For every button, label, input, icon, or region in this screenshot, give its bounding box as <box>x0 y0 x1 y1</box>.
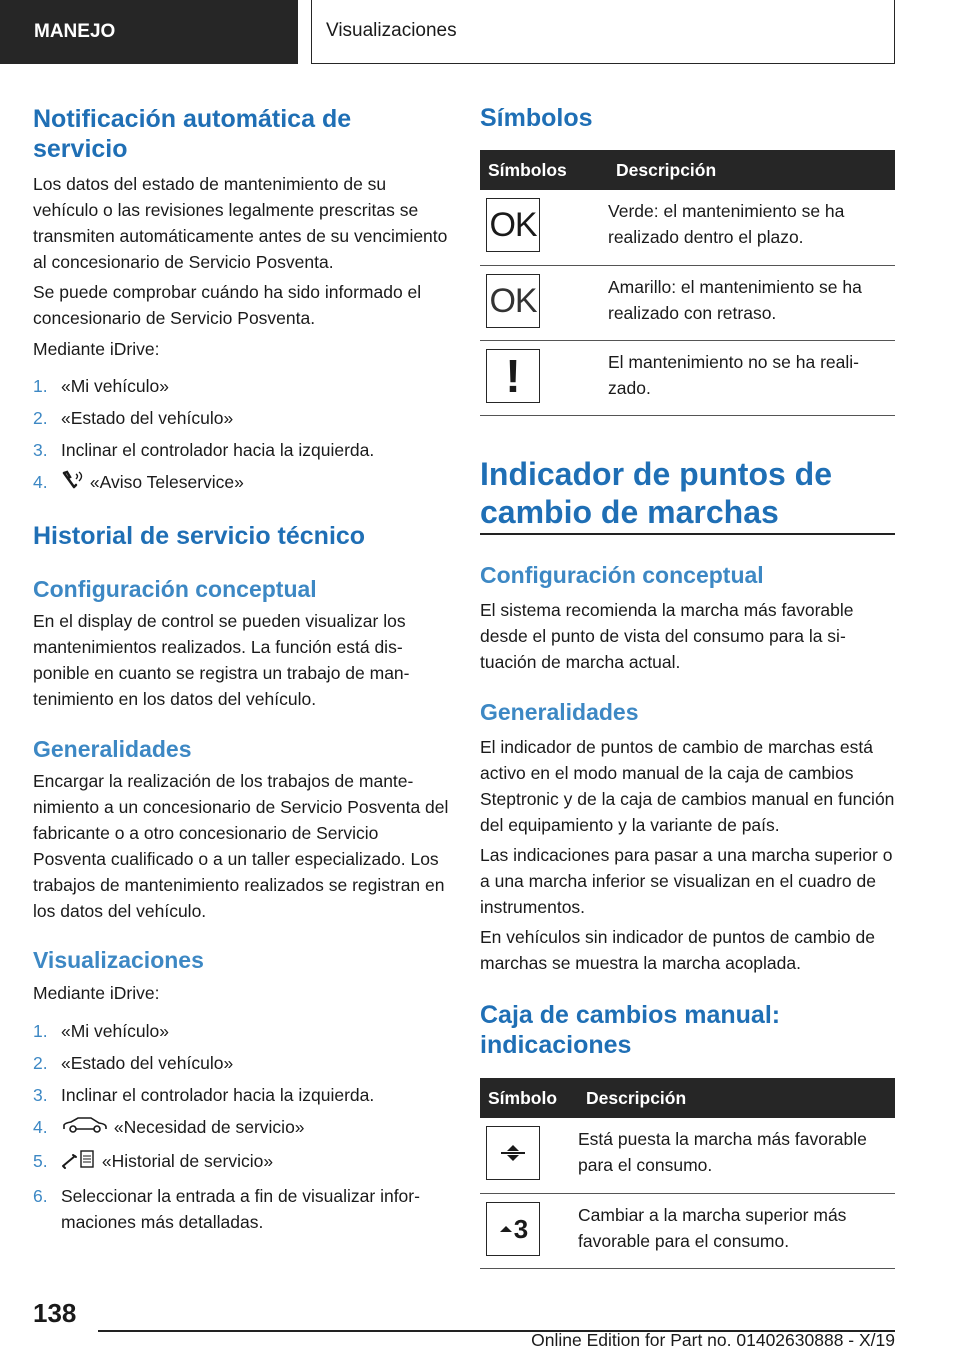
table-row: ! El mantenimiento no se ha realizado. <box>480 340 895 415</box>
heading-underline <box>480 533 895 535</box>
heading-service-history: Historial de servicio técnico <box>33 522 366 550</box>
service-history-icon <box>61 1148 97 1177</box>
section-tab: MANEJO <box>0 0 298 64</box>
symbols-table <box>480 150 895 416</box>
list-item: 4. «Necesidad de servicio» <box>33 1114 451 1142</box>
list-item: 4. «Aviso Teleservice» <box>33 469 451 498</box>
gearshift-table <box>480 1078 895 1269</box>
list-item: 2. «Estado del vehículo» <box>33 408 234 428</box>
car-icon <box>61 1115 109 1142</box>
heading-manual-gearbox: Caja de cambios manual: indicaciones <box>480 1001 781 1059</box>
shift-up-icon: 3 <box>486 1202 540 1256</box>
para-visual: Mediante iDrive: <box>33 983 160 1003</box>
subheading-visualizations: Visualizaciones <box>33 947 204 973</box>
subheading-general-left: Generalidades <box>33 736 192 762</box>
para-general-right-1: El indicador de puntos de cambio de marchas está activo en el modo manual de la caja de cambios Steptronic y de la caja de cambios manual en función del equipamiento y la variante de país. <box>480 737 895 835</box>
page-number: 138 <box>33 1298 77 1328</box>
table-header: Símbolo <box>480 1078 578 1118</box>
list-item: 6. Seleccionar la entrada a fin de visualizar informaciones más detalladas. <box>33 1185 420 1232</box>
exclamation-icon: ! <box>486 349 540 403</box>
list-item: 2. «Estado del vehículo» <box>33 1053 234 1073</box>
list-item: 3. Inclinar el controlador hacia la izquierda. <box>33 440 375 460</box>
subheading-general-right: Generalidades <box>480 699 639 725</box>
heading-auto-notification: Notificación automática de servicio <box>33 105 352 163</box>
subheading-concept-left: Configuración conceptual <box>33 576 317 602</box>
footer-edition: Online Edition for Part no. 01402630888 - X/19 <box>531 1330 895 1350</box>
table-header: Descripción <box>608 150 895 190</box>
table-header: Símbolos <box>480 150 608 190</box>
list-item: 5. «Historial de servicio» <box>33 1148 451 1177</box>
para-general-right-3: En vehículos sin indicador de puntos de cambio de marchas se muestra la marcha acoplada. <box>480 927 875 973</box>
teleservice-icon <box>61 469 85 498</box>
list-item: 1. «Mi vehículo» <box>33 376 169 396</box>
ok-green-icon: OK <box>486 198 540 252</box>
heading-gearshift-indicator: Indicador de puntos de cambio de marchas <box>480 456 833 530</box>
para-general-right-2: Las indicaciones para pasar a una marcha superior o a una marcha inferior se visualizan en el cuadro de instrumentos. <box>480 845 893 917</box>
list-item: 1. «Mi vehículo» <box>33 1021 169 1041</box>
table-row: Está puesta la marcha más favorable para el consumo. <box>480 1118 895 1193</box>
steps-list-1 <box>33 373 451 504</box>
table-row: OK Verde: el mantenimiento se ha realizado dentro el plazo. <box>480 190 895 265</box>
ok-amber-icon: OK <box>486 274 540 328</box>
heading-symbols: Símbolos <box>480 104 593 132</box>
para-concept-right: El sistema recomienda la marcha más favorable desde el punto de vista del consumo para la situación de marcha actual. <box>480 600 854 672</box>
para-auto-2: Se puede comprobar cuándo ha sido informado el concesionario de Servicio Posventa. <box>33 282 422 328</box>
list-item: 3. Inclinar el controlador hacia la izquierda. <box>33 1085 375 1105</box>
optimal-gear-icon <box>486 1126 540 1180</box>
para-auto-3: Mediante iDrive: <box>33 339 160 359</box>
table-header: Descripción <box>578 1078 895 1118</box>
chapter-tab: Visualizaciones <box>311 0 895 64</box>
table-row: OK Amarillo: el mantenimiento se ha realizado con retraso. <box>480 265 895 340</box>
steps-list-2 <box>33 1018 451 1241</box>
para-general-left: Encargar la realización de los trabajos de mantenimiento a un concesionario de Servicio Posventa del fabricante o a otro concesionario de Servicio Posventa cualificado o a un taller especializado. Los trabajos de mantenimiento realizados se registran en los datos del vehículo. <box>33 771 449 921</box>
para-auto-1: Los datos del estado de mantenimiento de su vehículo o las revisiones legalmente prescritas se transmiten automáticamente antes de su vencimiento al concesionario de Servicio Posventa. <box>33 174 448 272</box>
subheading-concept-right: Configuración conceptual <box>480 562 764 588</box>
table-row: 3 Cambiar a la marcha superior más favorable para el consumo. <box>480 1193 895 1268</box>
para-concept-left: En el display de control se pueden visualizar los mantenimientos realizados. La función está disponible en cuanto se registra un trabajo de mantenimiento en los datos del vehículo. <box>33 611 410 709</box>
